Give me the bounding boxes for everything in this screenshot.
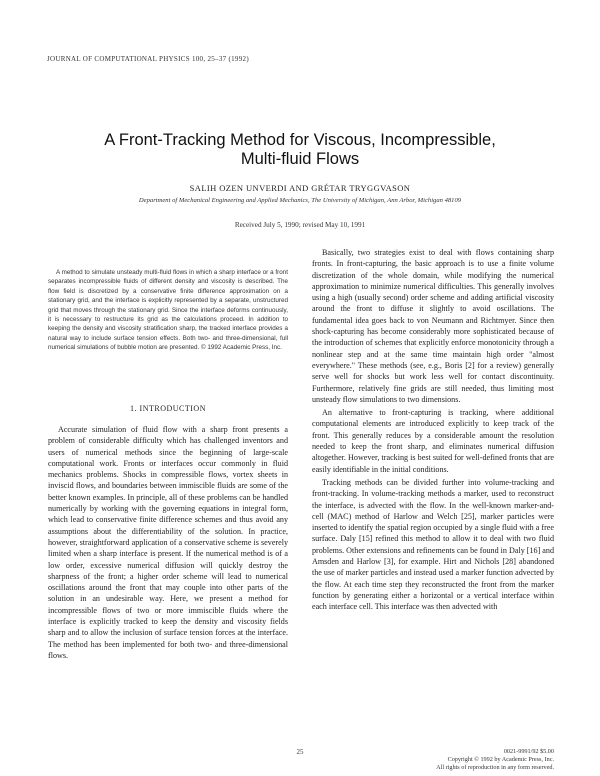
title-line-1: A Front-Tracking Method for Viscous, Incompressible,: [104, 131, 496, 149]
footer-copyright: [410, 748, 554, 773]
affiliation: Department of Mechanical Engineering and Applied Mechanics, The University of Michigan, Ann Arbor, Michigan 48109: [138, 197, 462, 204]
page-number: 25: [296, 748, 304, 756]
title-line-2: Multi-fluid Flows: [240, 150, 360, 168]
abstract-text: A method to simulate unsteady multi-fluid flows in which a sharp interface or a front separates incompressible fluids of different density and viscosity is described. The flow field is discretized by a conservative finite difference approximation on a stationary grid, and the interface is explicitly represented by a separate, unstructured grid that moves through the stationary grid. Since the interface deforms continuously, it is necessary to restructure its grid as the calculations proceed. In addition to keeping the density and viscosity stratification sharp, the tracked interface provides a natural way to include surface tension effects. Both two- and three-dimensional, full numerical simulations of bubble motion are presented. © 1992 Academic Press, Inc.: [48, 269, 288, 352]
authors: SALIH OZEN UNVERDI AND GRÉTAR TRYGGVASON: [189, 183, 411, 193]
section-heading: 1. INTRODUCTION: [130, 404, 206, 413]
paragraph: Tracking methods can be divided further into volume-tracking and front-tracking. In volume-tracking methods a marker, used to reconstruct the interface, is advected with the flow. In the well-known marker-and-cell (MAC) method of Harlow and Welch [25], marker particles were inserted to identify the spatial region occupied by a single fluid with a free surface. Daly [15] refined this method to allow it to deal with two fluid problems. Other extensions and refinements can be found in Daly [16] and Amsden and Harlow [3], for example. Hirt and Nichols [28] abandoned the use of marker particles and instead used a marker function advected by the flow. At each time step they reconstructed the front from the marker function by generating either a horizontal or a vertical interface within each interface cell. This interface was then advected with: [312, 477, 554, 612]
rights-line: All rights of reproduction in any form reserved.: [436, 764, 554, 772]
left-column: [48, 424, 288, 663]
paragraph: An alternative to front-capturing is tracking, where additional computational elements are introduced explicitly to keep track of the front. This generally reduces by a considerable amount the resolution needed to keep the front sharp, and eliminates numerical diffusion altogether. However, tracking is best suited for well-defined fronts that are easily identifiable in the initial conditions.: [312, 408, 554, 474]
received-date: Received July 5, 1990; revised May 10, 1991: [234, 221, 366, 229]
abstract: [48, 268, 288, 353]
article-code: 0021-9991/92 $5.00: [503, 748, 554, 755]
paragraph: Accurate simulation of fluid flow with a sharp front presents a problem of considerable difficulty which has challenged inventors and users of numerical methods since the beginning of large-scale computational work. Fronts or interfaces occur commonly in fluid mechanics problems. Shocks in compressible flows, vortex sheets in inviscid flows, and boundaries between immiscible fluids are some of the better known examples. In principle, all of these problems can be handled numerically by working with the governing equations in integral form, which lead to conservative finite difference schemes and thus avoid any assumptions about the differentiability of the solution. In practice, however, straightforward application of a conservative scheme is severely limited when a sharp interface is present. If the numerical method is of a low order, excessive numerical diffusion will quickly destroy the sharpness of the front; a higher order scheme will lead to numerical oscillations around the front that may couple into other parts of the solution in an undesirable way. Here, we present a method for incompressible flows of two or more immiscible fluids where the interface is explicitly tracked to keep the density and viscosity fields sharp and to allow the inclusion of surface tension forces at the interface. The method has been implemented for both two- and three-dimensional flows.: [48, 425, 288, 660]
journal-header: JOURNAL OF COMPUTATIONAL PHYSICS 100, 25–37 (1992): [47, 55, 249, 63]
paragraph: Basically, two strategies exist to deal with flows containing sharp fronts. In front-capturing, the basic approach is to use a finite volume discretization of the whole domain, while modifying the numerical approximation to minimize numerical difficulties. This generally involves using a high (usually second) order scheme and adding artificial viscosity around the front to diffuse it slightly to avoid oscillations. The fundamental idea goes back to von Neumann and Richtmyer. Since then shock-capturing has become considerably more sophisticated because of the introduction of schemes that explicitly enforce monotonicity through a nonlinear step and at the same time maintain high order "almost everywhere." These methods (see, e.g., Boris [2] for a review) generally serve well for shocks but work less well for contact discontinuity. Furthermore, relatively fine grids are still needed, thus limiting most unsteady flow simulations to two dimensions.: [312, 248, 554, 404]
copyright-line: Copyright © 1992 by Academic Press, Inc.: [447, 756, 554, 764]
right-column: [312, 247, 554, 615]
paper-title: [0, 131, 600, 169]
